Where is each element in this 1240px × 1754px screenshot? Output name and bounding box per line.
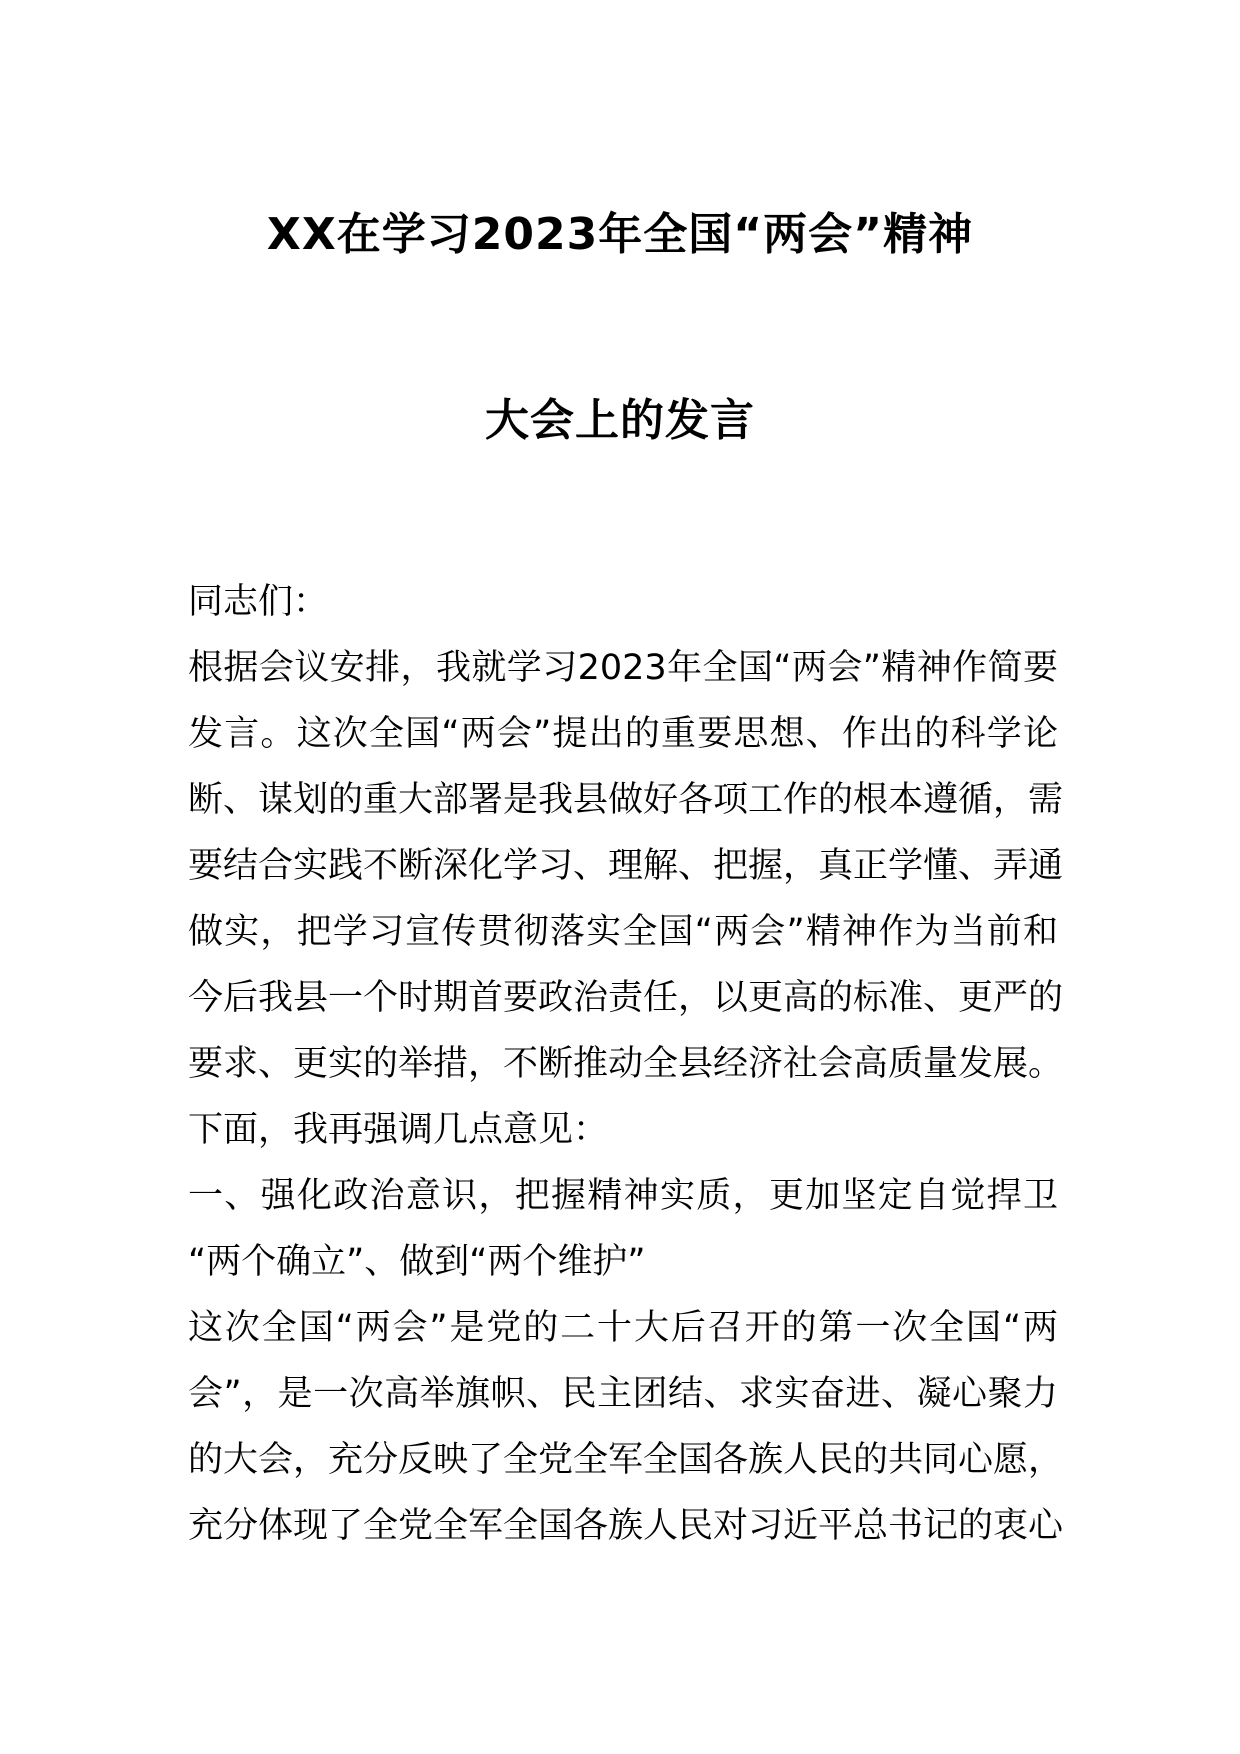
body-line: 要求、更实的举措，不断推动全县经济社会高质量发展。 — [188, 1044, 1064, 1084]
salutation: 同志们： — [188, 582, 329, 622]
body-line: 断、谋划的重大部署是我县做好各项工作的根本遵循，需 — [188, 780, 1064, 820]
body-line: 下面，我再强调几点意见： — [188, 1110, 609, 1150]
body-line: 这次全国“两会”是党的二十大后召开的第一次全国“两 — [188, 1308, 1058, 1348]
body-line: 充分体现了全党全军全国各族人民对习近平总书记的衷心 — [188, 1506, 1064, 1546]
body-line: 的大会，充分反映了全党全军全国各族人民的共同心愿， — [188, 1440, 1064, 1480]
body-line: 根据会议安排，我就学习2023年全国“两会”精神作简要 — [188, 648, 1058, 688]
body-line: 做实，把学习宣传贯彻落实全国“两会”精神作为当前和 — [188, 912, 1058, 952]
section-heading-line: 一、强化政治意识，把握精神实质，更加坚定自觉捍卫 — [188, 1176, 1058, 1216]
document-title-line-1: XX在学习2023年全国“两会”精神 — [266, 209, 974, 260]
document-title-line-2: 大会上的发言 — [485, 395, 755, 446]
body-line: 今后我县一个时期首要政治责任，以更高的标准、更严的 — [188, 978, 1064, 1018]
body-line: 会”，是一次高举旗帜、民主团结、求实奋进、凝心聚力 — [188, 1374, 1058, 1414]
body-line: 要结合实践不断深化学习、理解、把握，真正学懂、弄通 — [188, 846, 1064, 886]
section-heading-line: “两个确立”、做到“两个维护” — [188, 1242, 646, 1282]
body-line: 发言。这次全国“两会”提出的重要思想、作出的科学论 — [188, 714, 1058, 754]
